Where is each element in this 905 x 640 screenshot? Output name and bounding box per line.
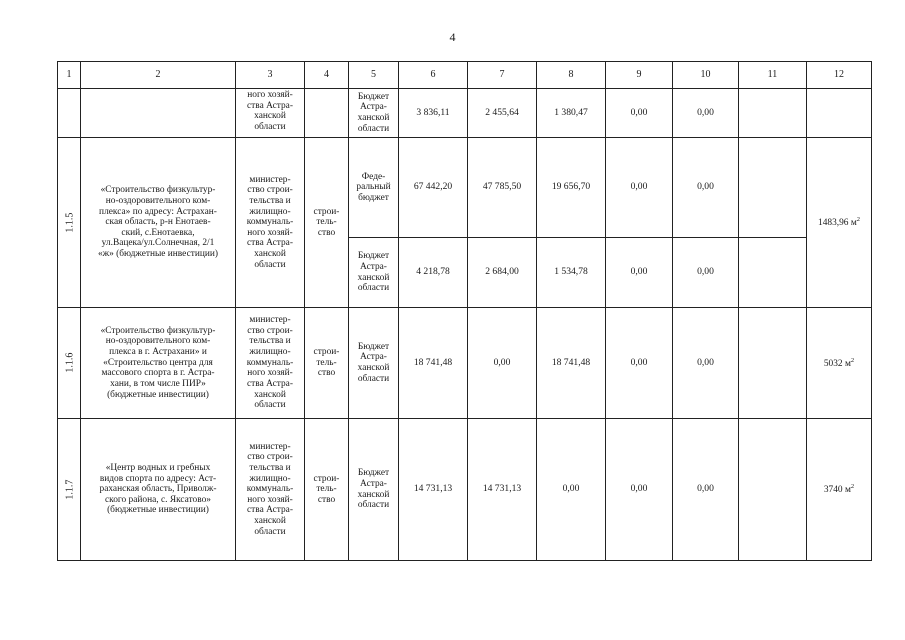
value-cell: 3 836,11 bbox=[399, 89, 468, 138]
object-name-cell: «Строительство физкультур- но-оздоровительного ком- плекса в г. Астрахани» и «Строительство центра для массового спорта в г. Астра- хани, в том числе ПИР» (бюджетные инвестиции) bbox=[81, 308, 236, 419]
column-header: 7 bbox=[468, 62, 537, 89]
program-table bbox=[57, 61, 872, 561]
result-value: 5032 м bbox=[823, 358, 851, 369]
source-cell: Бюджет Астра- ханской области bbox=[349, 308, 399, 419]
result-unit-power: 2 bbox=[850, 356, 855, 364]
value-cell: 2 455,64 bbox=[468, 89, 537, 138]
column-header: 11 bbox=[739, 62, 807, 89]
value-cell: 2 684,00 bbox=[468, 238, 537, 308]
executor-cell: министер- ство строи- тельства и жилищно- коммуналь- ного хозяй- ства Астра- ханской области bbox=[236, 419, 305, 561]
value-cell: 0,00 bbox=[673, 419, 739, 561]
source-cell: Бюджет Астра- ханской области bbox=[349, 238, 399, 308]
row-code-cell bbox=[58, 138, 81, 308]
value-cell: 0,00 bbox=[673, 138, 739, 238]
result-unit-power: 2 bbox=[850, 483, 855, 491]
result-value: 1483,96 м bbox=[818, 218, 857, 229]
value-cell: 1 534,78 bbox=[537, 238, 606, 308]
column-header-row bbox=[58, 62, 872, 89]
column-header: 8 bbox=[537, 62, 606, 89]
column-header: 3 bbox=[236, 62, 305, 89]
column-header: 9 bbox=[606, 62, 673, 89]
value-cell: 0,00 bbox=[468, 308, 537, 419]
source-cell: Феде- ральный бюджет bbox=[349, 138, 399, 238]
value-cell: 0,00 bbox=[673, 89, 739, 138]
row-code-cell bbox=[58, 419, 81, 561]
value-cell: 18 741,48 bbox=[537, 308, 606, 419]
value-cell: 14 731,13 bbox=[468, 419, 537, 561]
source-cell: Бюджет Астра- ханской области bbox=[349, 419, 399, 561]
column-header: 2 bbox=[81, 62, 236, 89]
column-header: 10 bbox=[673, 62, 739, 89]
value-cell: 0,00 bbox=[673, 308, 739, 419]
result-unit-power: 2 bbox=[856, 216, 860, 224]
object-name-cell: «Строительство физкультур- но-оздоровительного ком- плекса» по адресу: Астрахан- ская область, р-н Енотаев- ский, с.Енотаевка, ул.Вацека/ул.Солнечная, 2/1 «ж» (бюджетные инвестиции) bbox=[81, 138, 236, 308]
row-code-cell bbox=[58, 308, 81, 419]
value-cell: 18 741,48 bbox=[399, 308, 468, 419]
continuation-row bbox=[58, 89, 872, 138]
value-cell: 0,00 bbox=[606, 308, 673, 419]
column-header: 5 bbox=[349, 62, 399, 89]
value-cell: 19 656,70 bbox=[537, 138, 606, 238]
column-header: 1 bbox=[58, 62, 81, 89]
table-row bbox=[58, 308, 872, 419]
row-code: 1.1.7 bbox=[64, 479, 76, 500]
row-code: 1.1.5 bbox=[64, 212, 76, 233]
work-type-cell: строи- тель- ство bbox=[305, 308, 349, 419]
executor-cell: ного хозяй- ства Астра- ханской области bbox=[236, 89, 305, 138]
work-type-cell: строи- тель- ство bbox=[305, 138, 349, 308]
object-name-cell: «Центр водных и гребных видов спорта по адресу: Аст- раханская область, Приволж- ского района, с. Яксатово» (бюджетные инвестиции) bbox=[81, 419, 236, 561]
work-type-cell: строи- тель- ство bbox=[305, 419, 349, 561]
value-cell: 14 731,13 bbox=[399, 419, 468, 561]
row-code: 1.1.6 bbox=[64, 352, 76, 373]
value-cell: 0,00 bbox=[673, 238, 739, 308]
result-value: 3740 м bbox=[823, 485, 851, 496]
value-cell: 47 785,50 bbox=[468, 138, 537, 238]
value-cell: 67 442,20 bbox=[399, 138, 468, 238]
value-cell: 0,00 bbox=[537, 419, 606, 561]
result-cell bbox=[807, 138, 872, 308]
result-cell bbox=[807, 419, 872, 561]
value-cell: 0,00 bbox=[606, 238, 673, 308]
value-cell: 0,00 bbox=[606, 138, 673, 238]
value-cell: 1 380,47 bbox=[537, 89, 606, 138]
value-cell: 4 218,78 bbox=[399, 238, 468, 308]
column-header: 12 bbox=[807, 62, 872, 89]
value-cell: 0,00 bbox=[606, 419, 673, 561]
page-number: 4 bbox=[449, 30, 456, 44]
column-header: 6 bbox=[399, 62, 468, 89]
table-row bbox=[58, 138, 872, 238]
executor-cell: министер- ство строи- тельства и жилищно- коммуналь- ного хозяй- ства Астра- ханской области bbox=[236, 138, 305, 308]
value-cell: 0,00 bbox=[606, 89, 673, 138]
table-row bbox=[58, 419, 872, 561]
result-cell bbox=[807, 308, 872, 419]
executor-cell: министер- ство строи- тельства и жилищно- коммуналь- ного хозяй- ства Астра- ханской области bbox=[236, 308, 305, 419]
source-cell: Бюджет Астра- ханской области bbox=[349, 89, 399, 138]
column-header: 4 bbox=[305, 62, 349, 89]
